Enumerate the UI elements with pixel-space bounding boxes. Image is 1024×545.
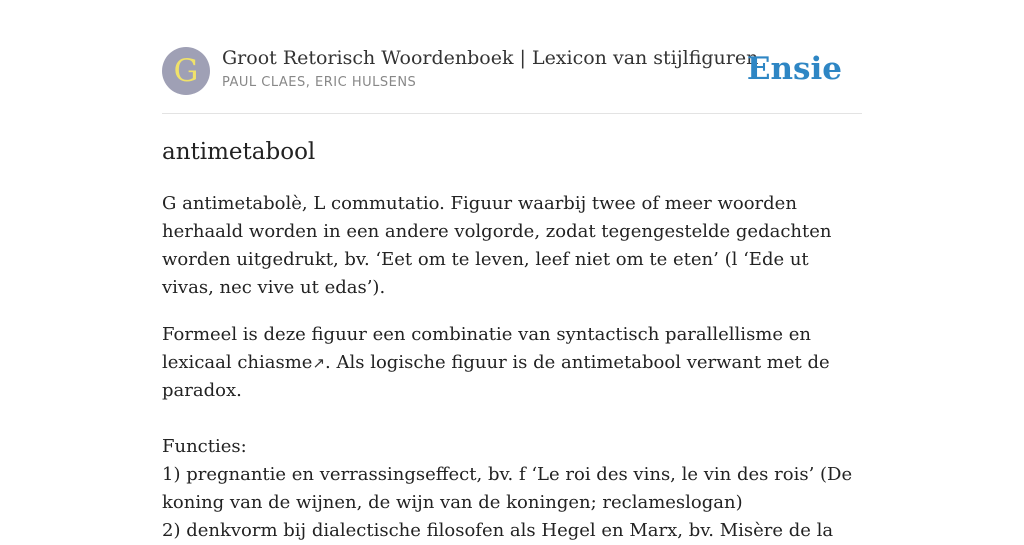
entry-header	[162, 46, 862, 96]
formal-paragraph	[162, 321, 862, 545]
cross-reference-icon[interactable]: ↗	[312, 354, 326, 372]
paragraph-break	[162, 405, 862, 433]
entry-content	[162, 136, 862, 545]
entry-term: antimetabool	[162, 139, 316, 165]
book-authors: PAUL CLAES, ERIC HULSENS	[222, 75, 417, 90]
function-item-2: 2) denkvorm bij dialectische filosofen als Hegel en Marx, bv. Misère de la	[162, 520, 834, 541]
function-item-1: 1) pregnantie en verrassingseffect, bv. f ‘Le roi des vins, le vin des rois’ (De koning van de wijnen, de wijn van de koningen; reclameslogan)	[162, 464, 853, 513]
ensie-logo[interactable]: Ensie	[746, 51, 842, 87]
definition-paragraph: G antimetabolè, L commutatio. Figuur waarbij twee of meer woorden herhaald worden in een andere volgorde, zodat tegengestelde gedachten worden uitgedrukt, bv. ‘Eet om te leven, leef niet om te eten’ (l ‘Ede ut vivas, nec vive ut edas’).	[162, 193, 832, 298]
formal-paragraph-text-end: . Als logische figuur is de antimetabool verwant met de paradox.	[162, 352, 830, 401]
header-divider	[162, 113, 862, 114]
book-avatar[interactable]: G	[162, 47, 210, 95]
formal-paragraph-text: Formeel is deze figuur een combinatie van syntactisch parallellisme en lexicaal chiasme	[162, 324, 811, 373]
book-title-link[interactable]: Groot Retorisch Woordenboek | Lexicon van stijlfiguren	[222, 47, 759, 69]
functions-heading: Functies:	[162, 436, 247, 457]
